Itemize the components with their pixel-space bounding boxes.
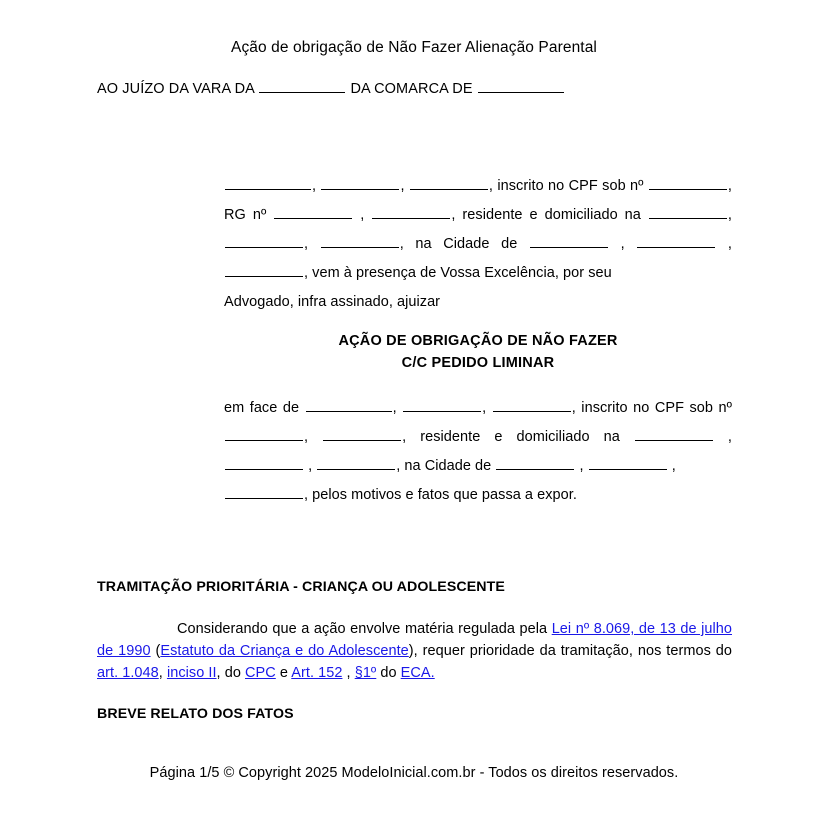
blank-vara[interactable] (259, 79, 345, 93)
action-title (224, 330, 732, 374)
link-cpc[interactable]: CPC (245, 665, 276, 681)
link-lei-8069[interactable]: Lei nº 8.069, de 13 de julho de 1990 (97, 621, 732, 659)
blank-defendant-number[interactable] (225, 456, 303, 470)
page-footer: Página 1/5 © Copyright 2025 ModeloInicial.com.br - Todos os direitos reservados. (149, 765, 679, 781)
blank-author-marital-status[interactable] (410, 176, 488, 190)
blank-defendant-name[interactable] (306, 398, 392, 412)
blank-author-name[interactable] (225, 176, 311, 190)
link-paragrafo-1[interactable]: §1º (354, 665, 377, 681)
blank-author-number[interactable] (225, 234, 303, 248)
blank-author-rg[interactable] (274, 205, 352, 219)
tramitacao-text-8: do (376, 665, 401, 681)
blank-defendant-street[interactable] (635, 427, 713, 441)
blank-defendant-marital-status[interactable] (493, 398, 571, 412)
blank-defendant-nationality[interactable] (403, 398, 481, 412)
addressing-prefix: AO JUÍZO DA VARA DA (97, 81, 255, 97)
defendant-qualification-block: em face de , , , inscrito no CPF sob nº , , residente e domiciliado na , , , na Cidade de , , , pelos motivos e fatos que passa a expor. (224, 394, 732, 510)
author-qualification-last-line: Advogado, infra assinado, ajuizar (224, 294, 441, 310)
author-cpf-text: , inscrito no CPF sob nº (488, 178, 644, 194)
author-residence-text: , residente e domiciliado na (451, 207, 641, 223)
tramitacao-text-3: ), requer prioridade da tramitação, nos termos do (408, 643, 732, 659)
blank-author-city[interactable] (530, 234, 608, 248)
blank-defendant-cpf[interactable] (225, 427, 303, 441)
tramitacao-text-1: Considerando que a ação envolve matéria regulada pela (177, 621, 552, 637)
defendant-residence-label: , residente e domiciliado na (402, 429, 620, 445)
defendant-qualification-last-line (224, 481, 732, 510)
author-city-label: , na Cidade de (399, 236, 518, 252)
blank-author-nationality[interactable] (321, 176, 399, 190)
author-presence-text: , vem à presença de Vossa Excelência, por seu (304, 265, 612, 281)
blank-author-profession[interactable] (372, 205, 450, 219)
link-eca[interactable]: ECA. (400, 665, 435, 681)
blank-comarca[interactable] (478, 79, 564, 93)
section-heading-tramitacao-prioritaria: TRAMITAÇÃO PRIORITÁRIA - CRIANÇA OU ADOLESCENTE (97, 579, 505, 595)
defendant-city-label: , na Cidade de (396, 458, 492, 474)
blank-author-state[interactable] (637, 234, 715, 248)
tramitacao-text-7: , (342, 665, 355, 681)
tramitacao-text-2: ( (150, 643, 161, 659)
link-estatuto-crianca-adolescente[interactable]: Estatuto da Criança e do Adolescente (160, 643, 409, 659)
blank-defendant-state[interactable] (589, 456, 667, 470)
defendant-lead: em face de (224, 400, 300, 416)
link-inciso-ii[interactable]: inciso II (166, 665, 217, 681)
action-title-line-1: AÇÃO DE OBRIGAÇÃO DE NÃO FAZER (338, 333, 618, 349)
paragraph-tramitacao-prioritaria (97, 618, 732, 684)
author-qualification-block: , , , inscrito no CPF sob nº , RG nº , , residente e domiciliado na , , , na Cidade de , , , vem à presença de Vossa Excelência, por seu Advogado, infra assinado, ajuizar (224, 172, 732, 317)
blank-defendant-zip[interactable] (225, 485, 303, 499)
blank-author-street[interactable] (649, 205, 727, 219)
blank-defendant-city[interactable] (496, 456, 574, 470)
defendant-closing-text: , pelos motivos e fatos que passa a expor. (304, 487, 577, 503)
addressing-middle: DA COMARCA DE (350, 81, 473, 97)
tramitacao-text-5: , do (216, 665, 246, 681)
blank-author-zip[interactable] (225, 263, 303, 277)
tramitacao-text-4: , (158, 665, 167, 681)
page-title: Ação de obrigação de Não Fazer Alienação Parental (231, 39, 597, 56)
tramitacao-text-6: e (275, 665, 292, 681)
blank-defendant-rg[interactable] (323, 427, 401, 441)
section-heading-breve-relato-dos-fatos: BREVE RELATO DOS FATOS (97, 706, 294, 722)
link-art-152[interactable]: Art. 152 (291, 665, 343, 681)
blank-defendant-complement[interactable] (317, 456, 395, 470)
blank-author-cpf[interactable] (649, 176, 727, 190)
link-art-1048[interactable]: art. 1.048 (97, 665, 159, 681)
action-title-line-2: C/C PEDIDO LIMINAR (401, 355, 555, 371)
tramitacao-last-line (97, 665, 435, 681)
blank-author-complement[interactable] (321, 234, 399, 248)
author-rg-label: , RG nº (224, 178, 732, 223)
addressing-line (97, 79, 565, 99)
defendant-cpf-text: , inscrito no CPF sob nº (571, 400, 732, 416)
